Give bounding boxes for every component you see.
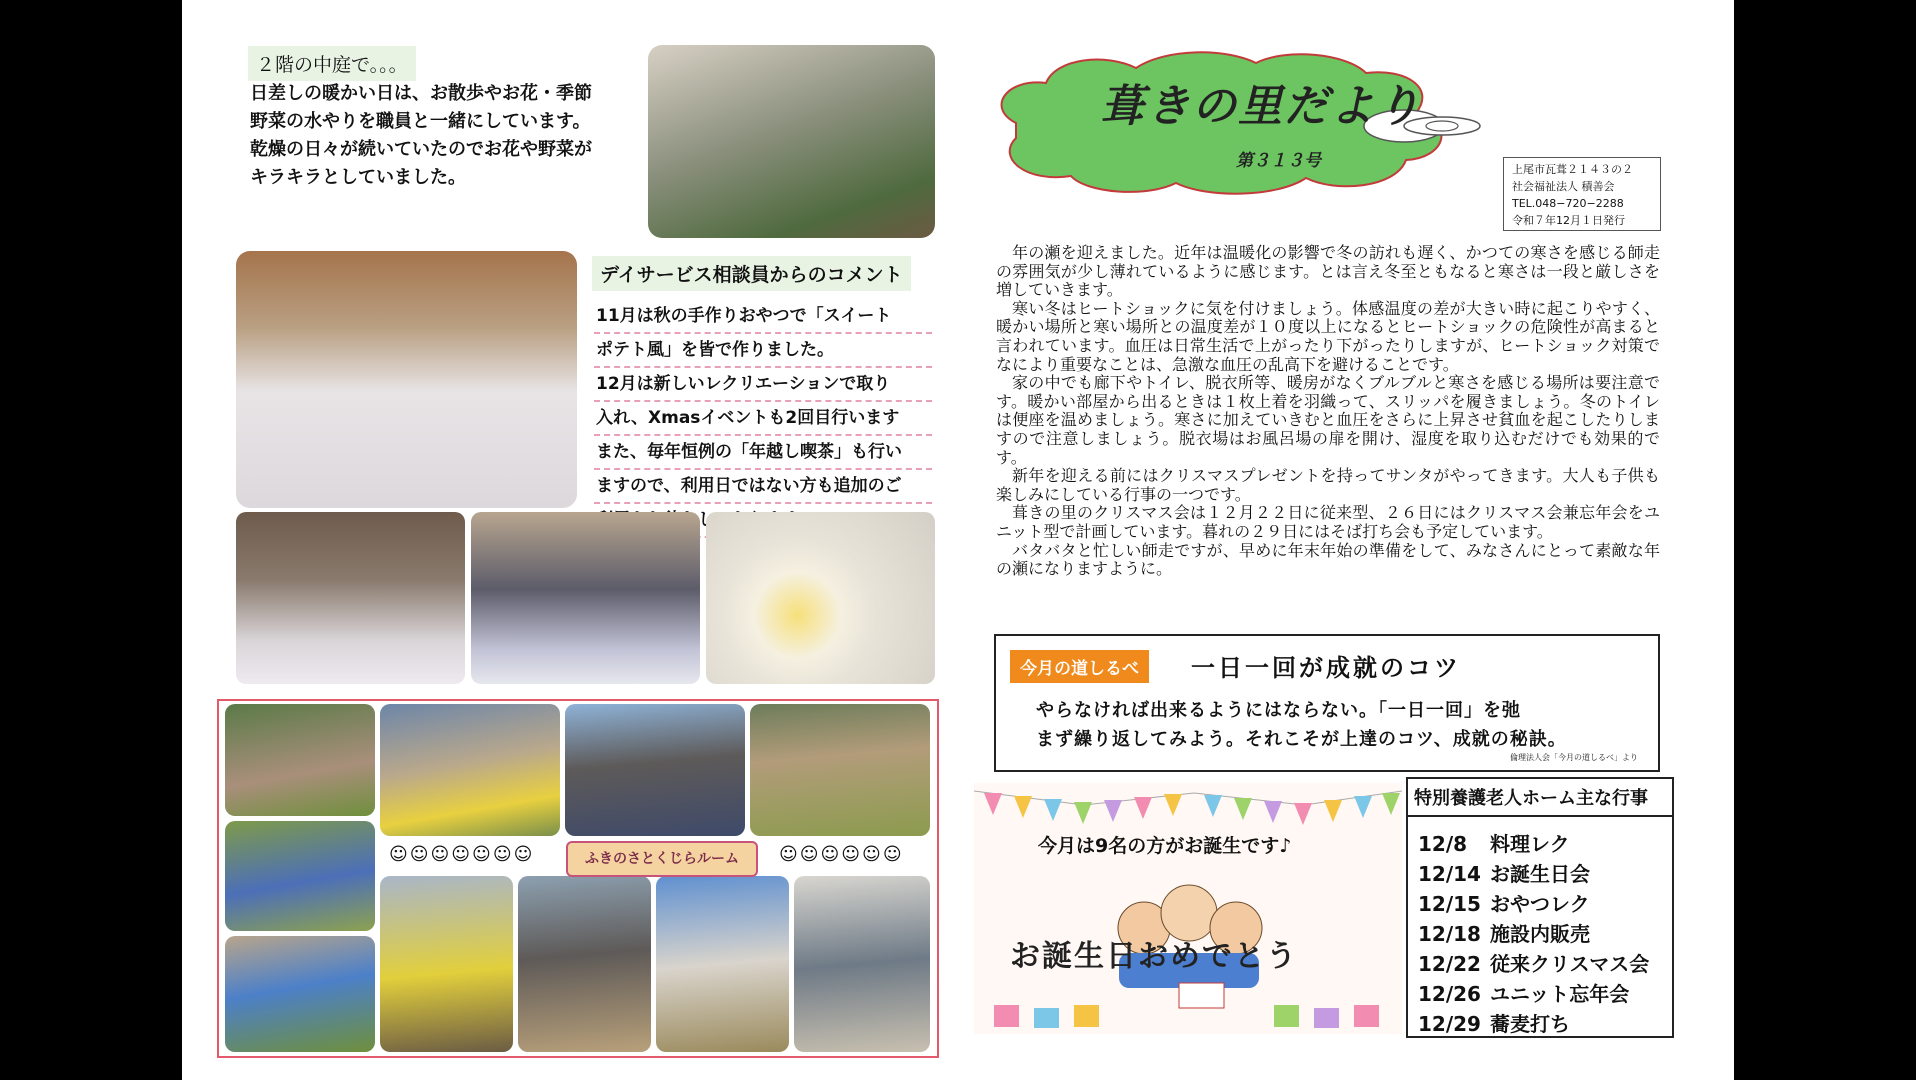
event-name: 料理レク xyxy=(1490,832,1570,856)
event-date: 12/26 xyxy=(1418,982,1481,1006)
address-line: 社会福祉法人 積善会 xyxy=(1512,180,1615,193)
dayservice-main-photo xyxy=(236,251,577,508)
events-box xyxy=(1406,777,1674,1038)
comment-line: 12月は新しいレクリエーションで取り xyxy=(594,368,932,402)
sweet-potato-photo xyxy=(706,512,935,684)
event-item xyxy=(1408,889,1672,919)
birthday-message: 今月は9名の方がお誕生です♪ xyxy=(1038,835,1292,857)
collage-photo xyxy=(225,936,375,1052)
guide-line: やらなければ出来るようにはならない。「一日一回」を弛 xyxy=(1036,700,1521,721)
event-name: おやつレク xyxy=(1490,892,1590,916)
collage-photo xyxy=(225,821,375,931)
comment-line: 11月は秋の手作りおやつで「スイート xyxy=(594,300,932,334)
monthly-guide-box xyxy=(994,634,1660,772)
snack-photo-1 xyxy=(236,512,465,684)
newsletter-title: 葺きの里だより xyxy=(1100,81,1422,132)
event-name: お誕生日会 xyxy=(1490,862,1590,886)
courtyard-line: キラキラとしていました。 xyxy=(250,167,466,188)
article-paragraph: 年の瀬を迎えました。近年は温暖化の影響で冬の訪れも遅く、かつての寒さを感じる師走の雰囲気が少し薄れているように感じます。とは言え冬至ともなると寒さは一段と厳しさを増していきます。 xyxy=(996,243,1660,300)
event-date: 12/15 xyxy=(1418,892,1481,916)
collage-photo xyxy=(565,704,745,836)
collage-photo xyxy=(750,704,930,836)
courtyard-text xyxy=(250,80,592,192)
comment-line: ますので、利用日ではない方も追加のご xyxy=(594,470,932,504)
guide-source: 倫理法人会「今月の道しるべ」より xyxy=(1510,753,1638,762)
collage-banner: ふきのさとくじらルーム xyxy=(566,841,758,877)
event-name: 従来クリスマス会 xyxy=(1490,952,1650,976)
event-date: 12/29 xyxy=(1418,1012,1481,1036)
issue-number: 第３１３号 xyxy=(1236,151,1321,171)
collage-photo xyxy=(656,876,789,1052)
dayservice-title: デイサービス相談員からのコメント xyxy=(592,256,911,291)
event-date: 12/22 xyxy=(1418,952,1481,976)
article-paragraph: 家の中でも廊下やトイレ、脱衣所等、暖房がなくブルブルと寒さを感じる場所は要注意です。暖かい部屋から出るときは１枚上着を羽織って、スリッパを履きましょう。冬のトイレは便座を温めましょう。寒さに加えていきむと血圧をさらに上昇させ貧血を起こしたりしますので注意しましょう。脱衣場はお風呂場の扉を開け、湿度を取り込むだけでも効果的です。 xyxy=(996,373,1660,467)
courtyard-line: 野菜の水やりを職員と一緒にしています。 xyxy=(250,111,591,132)
courtyard-line: 乾燥の日々が続いていたのでお花や野菜が xyxy=(250,139,592,160)
collage-photo xyxy=(225,704,375,816)
event-name: ユニット忘年会 xyxy=(1490,982,1630,1006)
courtyard-photo xyxy=(648,45,935,238)
events-title: 特別養護老人ホーム主な行事 xyxy=(1408,779,1672,817)
event-item xyxy=(1408,859,1672,889)
birthday-card xyxy=(974,783,1402,1034)
event-item xyxy=(1408,949,1672,979)
events-list xyxy=(1408,817,1672,1039)
collage-photo xyxy=(380,876,513,1052)
event-item xyxy=(1408,1009,1672,1039)
courtyard-title: ２階の中庭で。。。 xyxy=(248,46,416,81)
address-line: 上尾市瓦葺２１４３の２ xyxy=(1512,163,1633,176)
collage-photo xyxy=(380,704,560,836)
comment-line: また、毎年恒例の「年越し喫茶」も行い xyxy=(594,436,932,470)
courtyard-line: 日差しの暖かい日は、お散歩やお花・季節 xyxy=(250,83,592,104)
event-item xyxy=(1408,829,1672,859)
article-paragraph: バタバタと忙しい師走ですが、早めに年末年始の準備をして、みなさんにとって素敵な年の瀬になりますように。 xyxy=(996,540,1660,579)
kids-illustration-right: ☺☺☺☺☺☺ xyxy=(779,844,904,865)
comment-line: 入れ、Xmasイベントも2回目行います xyxy=(594,402,932,436)
guide-label: 今月の道しるべ xyxy=(1010,650,1149,683)
birthday-decoration xyxy=(974,783,1402,1034)
article-paragraph: 新年を迎える前にはクリスマスプレゼントを持ってサンタがやってきます。大人も子供も楽しみにしている行事の一つです。 xyxy=(996,466,1660,504)
guide-title: 一日一回が成就のコツ xyxy=(1191,653,1461,682)
event-date: 12/14 xyxy=(1418,862,1481,886)
birthday-greeting: お誕生日おめでとう xyxy=(1010,939,1298,974)
comment-line: ポテト風」を皆で作りました。 xyxy=(594,334,932,368)
collage-photo xyxy=(518,876,651,1052)
event-name: 蕎麦打ち xyxy=(1490,1012,1570,1036)
article-paragraph: 葺きの里のクリスマス会は１２月２２日に従来型、２６日にはクリスマス会兼忘年会をユニット型で計画しています。暮れの２９日にはそば打ち会も予定しています。 xyxy=(996,503,1660,541)
guide-body xyxy=(1036,696,1567,754)
address-line: 令和７年12月１日発行 xyxy=(1512,214,1625,227)
event-name: 施設内販売 xyxy=(1490,922,1590,946)
article-paragraph: 寒い冬はヒートショックに気を付けましょう。体感温度の差が大きい時に起こりやすく、暖かい場所と寒い場所との温度差が１０度以上になるとヒートショックの危険性が高まると言われています。血圧は日常生活で上がったり下がったりしますが、ヒートショック対策でなにより重要なことは、急激な血圧の乱高下を避けることです。 xyxy=(996,298,1660,374)
event-item xyxy=(1408,979,1672,1009)
collage-photo xyxy=(794,876,930,1052)
address-line: TEL.048−720−2288 xyxy=(1512,197,1624,210)
publisher-address xyxy=(1503,157,1661,231)
event-date: 12/8 xyxy=(1418,832,1468,856)
kids-visit-collage xyxy=(217,699,939,1058)
event-date: 12/18 xyxy=(1418,922,1481,946)
guide-line: まず繰り返してみよう。それこそが上達のコツ、成就の秘訣。 xyxy=(1036,729,1567,750)
event-item xyxy=(1408,919,1672,949)
kids-illustration-left: ☺☺☺☺☺☺☺ xyxy=(389,844,535,865)
snack-photo-2 xyxy=(471,512,700,684)
main-article xyxy=(996,244,1660,579)
dayservice-comment xyxy=(594,300,932,538)
